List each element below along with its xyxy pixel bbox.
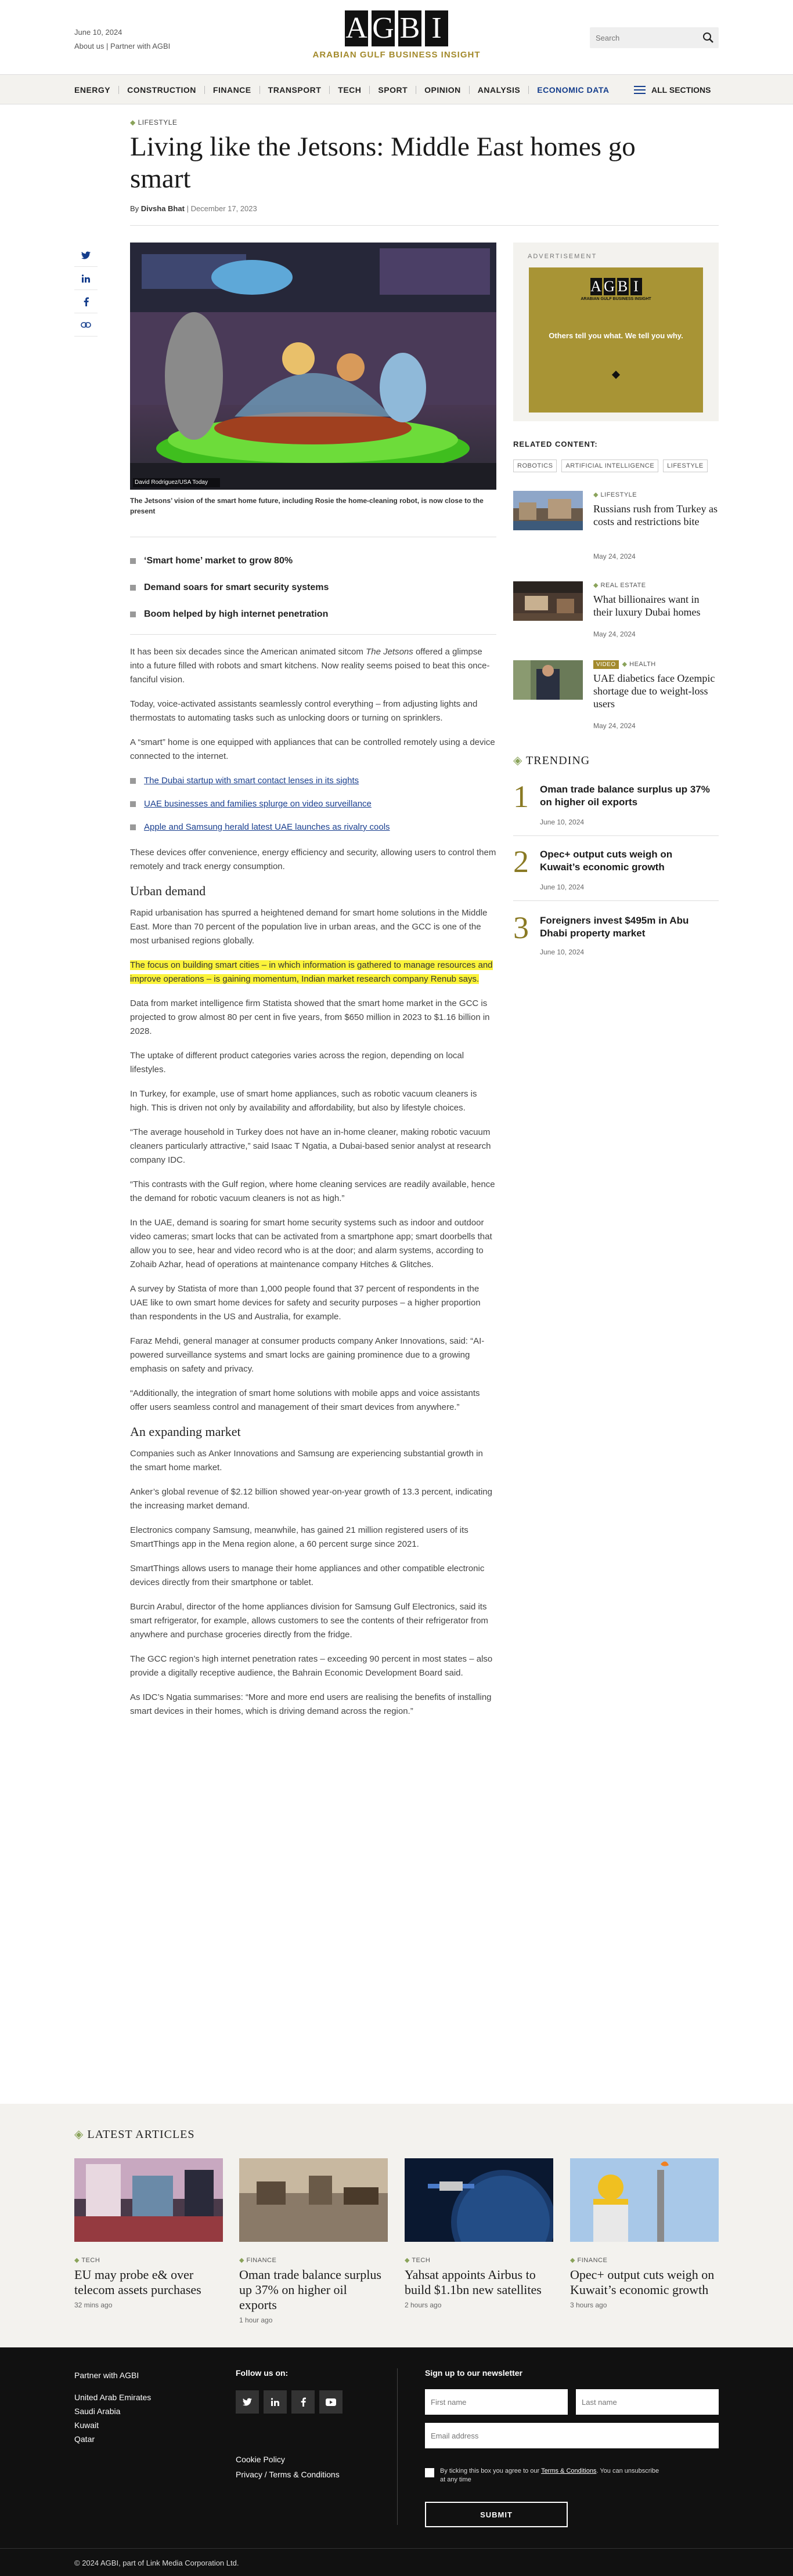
paragraph [130,645,496,687]
key-point [130,574,496,601]
bullet-square [130,801,136,807]
logo-letter: I [630,278,642,295]
nav-item-opinion[interactable]: OPINION [424,86,470,94]
latest-article-card[interactable] [570,2158,719,2309]
divider [0,2548,793,2549]
nav-list [74,75,625,105]
article-time: 1 hour ago [239,2316,273,2324]
linkedin-share-icon[interactable] [74,267,98,290]
article-thumbnail [513,491,583,530]
paragraph: These devices offer convenience, energy efficiency and security, allowing users to control them remotely and track energy consumption. [130,848,496,871]
ad-banner[interactable] [529,267,703,413]
latest-label: LATEST ARTICLES [87,2128,195,2141]
terms-link[interactable]: Terms & Conditions [541,2468,597,2474]
diamond-icon: ◆ [239,2257,244,2264]
diamond-icon: ◆ [622,661,628,668]
related-content-heading: RELATED CONTENT: [513,440,598,448]
topic-chips [513,460,708,472]
article-thumbnail [513,581,583,621]
menu-icon [634,86,646,94]
main-nav [0,74,793,104]
image-caption: The Jetsons’ vision of the smart home future, including Rosie the home-cleaning robot, is now close to the present [130,497,484,515]
paragraph: Electronics company Samsung, meanwhile, has gained 21 million registered users of its SmartThings app in the Mena region alone, a 60 percent surge since 2021. [130,1525,468,1549]
image-credit: David Rodriguez/USA Today [135,479,208,486]
related-link[interactable]: UAE businesses and families splurge on video surveillance [144,799,372,809]
latest-articles-section [0,2104,793,2347]
diamond-icon: ◆ [130,118,136,126]
article-tag [593,581,646,589]
trending-date: June 10, 2024 [540,818,585,826]
article-time: 3 hours ago [570,2301,607,2309]
article-thumbnail [74,2158,223,2242]
article-date: May 24, 2024 [593,630,636,638]
paragraph: Today, voice-activated assistants seamlessly control everything – from adjusting lights and thermostats to automating tasks such as unlocking doors or turning on sprinklers. [130,699,478,723]
related-article[interactable] [513,660,719,736]
key-point-text: Demand soars for smart security systems [144,583,329,592]
diamond-icon: ◆ [570,2257,575,2264]
trending-rank: 3 [513,910,529,945]
all-sections-button[interactable] [634,75,711,105]
diamond-icon: ◆ [593,491,599,498]
divider [513,835,719,836]
logo-letter: B [398,10,421,46]
topic-chip[interactable]: ARTIFICIAL INTELLIGENCE [561,460,658,472]
article-tag [239,2256,388,2264]
paragraph: Anker’s global revenue of $2.12 billion showed year-on-year growth of 13.3 percent, indicating the increasing market demand. [130,1487,492,1511]
diamond-icon: ◆ [405,2257,410,2264]
related-link[interactable]: Apple and Samsung herald latest UAE launches as rivalry cools [144,822,390,832]
logo-letter: A [590,278,601,295]
region-link[interactable]: United Arab Emirates [74,2393,152,2402]
top-bar [0,0,793,74]
twitter-share-icon[interactable] [74,244,98,267]
article-thumbnail [513,660,583,700]
related-link-item [130,774,496,788]
bullet-square [130,585,136,591]
nav-item-construction[interactable]: CONSTRUCTION [127,86,205,94]
article-time: 32 mins ago [74,2301,113,2309]
logo-letter: B [617,278,628,295]
partner-link[interactable]: Partner with AGBI [110,42,171,50]
bullet-square [130,612,136,617]
tag-label: TECH [81,2257,100,2264]
nav-item-energy[interactable]: ENERGY [74,86,119,94]
follow-heading: Follow us on: [236,2368,289,2378]
article-tag [570,2256,719,2264]
copyright: © 2024 AGBI, part of Link Media Corporation Ltd. [74,2559,239,2567]
bullet-square [130,558,136,564]
trending-rank: 2 [513,844,529,879]
paragraph: “Additionally, the integration of smart home solutions with mobile apps and voice assistants offer users seamless control and management of their smart devices from anywhere.” [130,1388,480,1412]
bullet-square [130,824,136,830]
submit-button[interactable]: SUBMIT [425,2502,568,2527]
related-article[interactable] [513,491,719,566]
article-thumbnail [239,2158,388,2242]
logo-letters [308,10,485,46]
paragraph: “The average household in Turkey does not have an in-home cleaner, making robotic vacuum cleaners particularly attractive,” said Isaac T Ngatia, a Dubai-based senior analyst at research company IDC. [130,1127,491,1165]
diamond-icon: ◈ [74,2128,84,2141]
logo-letter: G [372,10,395,46]
video-badge: VIDEO [593,660,619,669]
share-bar [74,244,98,337]
section-heading: Urban demand [130,884,206,898]
privacy-terms-link[interactable]: Privacy / Terms & Conditions [236,2470,340,2479]
topic-chip[interactable]: LIFESTYLE [663,460,708,472]
trending-date: June 10, 2024 [540,948,585,956]
article-tag [593,660,656,668]
footer-links [74,2368,151,2446]
newsletter-heading: Sign up to our newsletter [425,2368,523,2378]
all-sections-label: ALL SECTIONS [651,85,711,95]
article-date: May 24, 2024 [593,552,636,560]
tag-label: REAL ESTATE [600,582,646,589]
article-headline: Oman trade balance surplus up 37% on higher oil exports [239,2267,381,2312]
paragraph: In the UAE, demand is soaring for smart home security systems such as indoor and outdoor video cameras; smart locks that can be activated from a smartphone app; smart doorbells that allow you to see, hear and video record who is at the door; and alarm systems, according to Zohaib Azhar, head of operations at maintenance company Hitches & Glitches. [130,1218,492,1269]
youtube-icon[interactable] [319,2390,343,2414]
tag-label: FINANCE [246,2257,277,2264]
search-icon[interactable] [702,32,714,44]
search-box [590,27,719,48]
cookie-policy-link[interactable]: Cookie Policy [236,2455,285,2464]
diamond-icon: ◆ [74,2257,80,2264]
article-kicker[interactable] [130,118,177,126]
nav-item-analysis[interactable]: ANALYSIS [478,86,529,94]
paragraph: Data from market intelligence firm Statista showed that the smart home market in the GCC is projected to grow almost 80 per cent in five years, from $650 million in 2023 to $1.16 billion in 2028. [130,998,490,1036]
latest-article-card[interactable] [405,2158,553,2309]
article-thumbnail [405,2158,553,2242]
facebook-icon[interactable] [291,2390,315,2414]
key-point [130,601,496,628]
logo-subtitle: ARABIAN GULF BUSINESS INSIGHT [312,50,481,60]
divider [130,634,496,635]
paragraph: Burcin Arabul, director of the home appliances division for Samsung Gulf Electronics, said its smart refrigerator, for example, allows customers to see the contents of their refrigerator from anywhere and purchase groceries directly from the fridge. [130,1602,488,1640]
latest-articles-heading [74,2127,195,2141]
related-link[interactable]: The Dubai startup with smart contact lenses in its sights [144,776,359,786]
consent-text [440,2467,661,2484]
author-link[interactable]: Divsha Bhat [140,204,185,213]
byline: By Divsha Bhat | December 17, 2023 [130,204,257,213]
nav-item-transport[interactable]: TRANSPORT [268,86,330,94]
tag-label: LIFESTYLE [600,491,637,498]
nav-item-economic-data[interactable]: ECONOMIC DATA [537,85,610,95]
latest-article-card[interactable] [239,2158,388,2324]
advertisement-box [513,243,719,421]
site-logo[interactable] [308,10,485,65]
kicker-label: LIFESTYLE [138,118,178,126]
hero-image [130,243,496,490]
paragraph: In Turkey, for example, use of smart home appliances, such as robotic vacuum cleaners is high. This is driven not only by availability and affordability, but also by lifestyle choices. [130,1089,477,1113]
nav-item-tech[interactable]: TECH [338,86,370,94]
current-date: June 10, 2024 [74,28,122,37]
related-link-item [130,797,496,811]
trending-label: TRENDING [526,754,590,767]
latest-article-card[interactable] [74,2158,223,2309]
paragraph: A survey by Statista of more than 1,000 people found that 37 percent of respondents in the UAE like to own smart home devices for safety and security purposes – a higher proportion than respondents in the US and Australia, for example. [130,1284,481,1322]
region-link[interactable]: Saudi Arabia [74,2407,121,2416]
ad-logo-subtitle: ARABIAN GULF BUSINESS INSIGHT [581,297,651,301]
tag-label: TECH [412,2257,431,2264]
last-name-field[interactable] [576,2389,719,2415]
paragraph: The uptake of different product categories varies across the region, depending on local lifestyles. [130,1051,464,1074]
tag-label: FINANCE [577,2257,608,2264]
article-time: 2 hours ago [405,2301,442,2309]
logo-letter: G [604,278,615,295]
search-input[interactable] [590,27,694,48]
diamond-icon [612,371,620,379]
article-tag [593,491,637,498]
article-date: May 24, 2024 [593,722,636,730]
bullet-square [130,778,136,784]
key-point-text: Boom helped by high internet penetration [144,609,329,619]
ad-logo [579,278,653,306]
article-date: December 17, 2023 [190,204,257,213]
paragraph: The GCC region’s high internet penetration rates – exceeding 90 percent in most states – also provide a digitally receptive audience, the Bahrain Economic Development Board said. [130,1654,493,1678]
separator: | [106,42,109,50]
divider [130,225,719,226]
text: It has been six decades since the American animated sitcom [130,647,366,657]
paragraph: As IDC’s Ngatia summarises: “More and more end users are realising the benefits of installing smart devices in their homes, which is driving demand across the region.” [130,1692,492,1716]
article-title: Living like the Jetsons: Middle East homes go smart [130,132,636,194]
article-headline: EU may probe e& over telecom assets purchases [74,2267,201,2297]
spacer [74,2382,151,2390]
tag-label: HEALTH [629,661,656,668]
article-body [130,645,496,1729]
key-point [130,548,496,574]
logo-letter: A [345,10,368,46]
key-point-text: ‘Smart home’ market to grow 80% [144,556,293,566]
nav-item-finance[interactable]: FINANCE [213,86,260,94]
region-link[interactable]: Kuwait [74,2421,99,2430]
trending-headline: Opec+ output cuts weigh on Kuwait’s economic growth [540,849,673,873]
highlighted-paragraph [130,958,496,986]
paragraph: “This contrasts with the Gulf region, where home cleaning services are readily available, hence the demand for robotic vacuum cleaners is not as high.” [130,1180,495,1203]
terms-checkbox[interactable] [425,2468,434,2477]
italic-text: The Jetsons [366,647,413,657]
first-name-field[interactable] [425,2389,568,2415]
article-thumbnail [570,2158,719,2242]
copy-link-icon[interactable] [74,313,98,337]
article-headline: Russians rush from Turkey as costs and restrictions bite [593,503,718,527]
article-headline: UAE diabetics face Ozempic shortage due to weight-loss users [593,672,715,710]
twitter-icon[interactable] [236,2390,259,2414]
diamond-icon: ◈ [513,754,523,767]
legal-links [236,2452,340,2482]
paragraph: A “smart” home is one equipped with appliances that can be controlled remotely using a device connected to the internet. [130,737,495,761]
paragraph: Faraz Mehdi, general manager at consumer products company Anker Innovations, said: “AI-powered surveillance systems and smart locks are gaining prominence due to a growing emphasis on safety and privacy. [130,1336,485,1374]
paragraph: Companies such as Anker Innovations and Samsung are experiencing substantial growth in the smart home market. [130,1449,483,1472]
partner-link[interactable]: Partner with AGBI [74,2371,139,2380]
header-links [74,39,170,53]
facebook-share-icon[interactable] [74,290,98,313]
article-tag [74,2256,223,2264]
related-link-item [130,820,496,834]
nav-item-sport[interactable]: SPORT [378,86,416,94]
highlight: The focus on building smart cities – in which information is gathered to manage resources and improve operations – is gaining momentum, Indian market research company Renub says. [130,960,493,984]
header-left [74,26,170,53]
linkedin-icon[interactable] [264,2390,287,2414]
paragraph: Rapid urbanisation has spurred a heightened demand for smart home solutions in the Middle East. More than 70 percent of the population live in urban areas, and the GCC is one of the most urbanised regions globally. [130,908,488,946]
divider [397,2368,398,2525]
diamond-icon: ◆ [593,582,599,589]
section-heading: An expanding market [130,1424,241,1439]
trending-rank: 1 [513,779,529,814]
article-headline: Yahsat appoints Airbus to build $1.1bn new satellites [405,2267,542,2297]
key-points [130,548,496,628]
topic-chip[interactable]: ROBOTICS [513,460,557,472]
trending-headline: Oman trade balance surplus up 37% on higher oil exports [540,784,710,808]
jetsons-exhibit-illustration [130,243,496,490]
text: offered a glimpse into a future filled with robots and smart kitchens. Now reality seems poised to beat this once-fanciful vision. [130,647,490,685]
related-article[interactable] [513,581,719,657]
article-headline: What billionaires want in their luxury Dubai homes [593,594,701,618]
consent-part: By ticking this box you agree to our [440,2468,542,2474]
trending-headline: Foreigners invest $495m in Abu Dhabi property market [540,915,689,939]
by-label: By [130,204,139,213]
ad-label: ADVERTISEMENT [528,253,597,260]
trending-heading [513,753,590,768]
article-tag [405,2256,553,2264]
paragraph: SmartThings allows users to manage their home appliances and other compatible electronic devices directly from their smartphone or tablet. [130,1564,485,1587]
about-link[interactable]: About us [74,42,104,50]
email-field[interactable] [425,2423,719,2448]
social-links [236,2390,343,2414]
consent-part: . You can unsubscribe at any time [440,2468,659,2483]
divider [513,900,719,901]
logo-letter: I [425,10,448,46]
ad-tagline: Others tell you what. We tell you why. [549,331,683,340]
ad-logo-letters [579,278,653,295]
article-headline: Opec+ output cuts weigh on Kuwait’s economic growth [570,2267,715,2297]
trending-date: June 10, 2024 [540,883,585,891]
site-footer [0,2347,793,2576]
region-link[interactable]: Qatar [74,2434,95,2444]
